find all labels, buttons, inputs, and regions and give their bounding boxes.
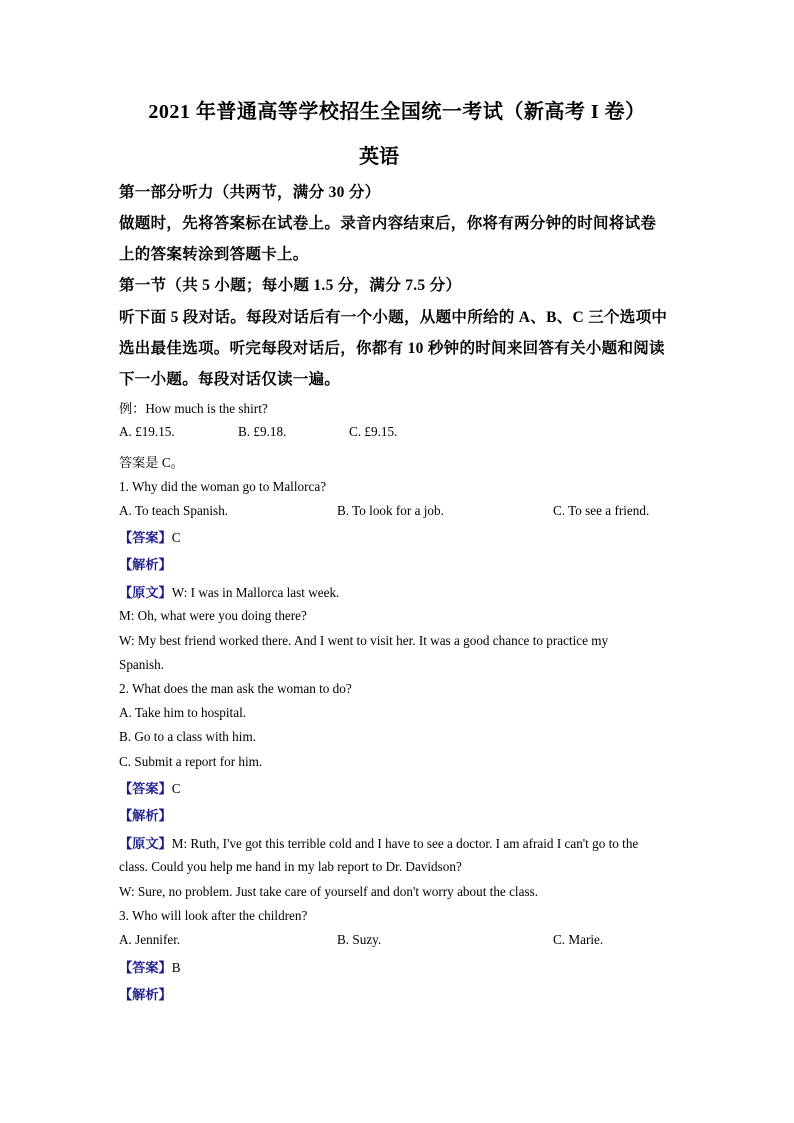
question-1: 1. Why did the woman go to Mallorca? <box>119 479 327 494</box>
example-options <box>119 424 719 440</box>
question-3-options <box>119 932 719 948</box>
question-1-options <box>119 503 719 519</box>
q1-answer-row <box>119 527 181 546</box>
section1-instruction-line: 下一小题。每段对话仅读一遍。 <box>119 371 341 388</box>
answer-tag: 【答案】 <box>119 960 172 975</box>
example-option-c: C. £9.15. <box>349 424 398 439</box>
original-tag: 【原文】 <box>119 585 172 600</box>
q3-option-b: B. Suzy. <box>337 932 382 947</box>
q3-analysis-row <box>119 984 172 1003</box>
q2-option-b: B. Go to a class with him. <box>119 729 256 744</box>
answer-tag: 【答案】 <box>119 530 172 545</box>
part1-heading: 第一部分听力（共两节，满分 30 分） <box>119 184 381 201</box>
q2-analysis-row <box>119 805 172 824</box>
q1-transcript-line: W: My best friend worked there. And I went to visit her. It was a good chance to practice my <box>119 633 609 648</box>
q3-answer-row <box>119 957 181 976</box>
example-option-a: A. £19.15. <box>119 424 175 439</box>
subject-title: 英语 <box>359 146 399 168</box>
example-option-b: B. £9.18. <box>238 424 287 439</box>
q1-analysis-row <box>119 554 172 573</box>
q1-transcript-row <box>119 582 339 601</box>
q2-answer: C <box>171 781 181 796</box>
q2-transcript-line: M: Ruth, I've got this terrible cold and I have to see a doctor. I am afraid I can't go to the <box>171 836 639 851</box>
analysis-tag: 【解析】 <box>119 557 172 572</box>
q1-transcript-line: M: Oh, what were you doing there? <box>119 608 307 623</box>
answer-tag: 【答案】 <box>119 781 172 796</box>
q1-option-a: A. To teach Spanish. <box>119 503 229 518</box>
analysis-tag: 【解析】 <box>119 808 172 823</box>
exam-title: 2021 年普通高等学校招生全国统一考试（新高考 I 卷） <box>148 101 646 123</box>
analysis-tag: 【解析】 <box>119 987 172 1002</box>
q2-option-c: C. Submit a report for him. <box>119 754 263 769</box>
example-question: 例：How much is the shirt? <box>119 401 268 416</box>
part1-instruction-line: 上的答案转涂到答题卡上。 <box>119 246 309 263</box>
section1-instruction-line: 选出最佳选项。听完每段对话后，你都有 10 秒钟的时间来回答有关小题和阅读 <box>119 340 665 357</box>
q3-option-a: A. Jennifer. <box>119 932 181 947</box>
original-tag: 【原文】 <box>119 836 172 851</box>
question-2: 2. What does the man ask the woman to do? <box>119 681 352 696</box>
q1-option-c: C. To see a friend. <box>553 503 650 518</box>
q1-answer: C <box>171 530 181 545</box>
q3-answer: B <box>171 960 181 975</box>
part1-instruction-line: 做题时，先将答案标在试卷上。录音内容结束后，你将有两分钟的时间将试卷 <box>119 215 657 232</box>
q3-option-c: C. Marie. <box>553 932 604 947</box>
q1-transcript-line: W: I was in Mallorca last week. <box>171 585 340 600</box>
section1-instruction-line: 听下面 5 段对话。每段对话后有一个小题，从题中所给的 A、B、C 三个选项中 <box>119 309 668 326</box>
q2-transcript-row <box>119 833 638 852</box>
question-3: 3. Who will look after the children? <box>119 908 308 923</box>
q2-transcript-line: W: Sure, no problem. Just take care of yourself and don't worry about the class. <box>119 884 539 899</box>
q1-transcript-line: Spanish. <box>119 657 165 672</box>
q2-answer-row <box>119 778 181 797</box>
example-answer: 答案是 C。 <box>119 455 184 470</box>
q2-option-a: A. Take him to hospital. <box>119 705 247 720</box>
section1-heading: 第一节（共 5 小题；每小题 1.5 分，满分 7.5 分） <box>119 277 462 294</box>
q1-option-b: B. To look for a job. <box>337 503 444 518</box>
q2-transcript-line: class. Could you help me hand in my lab report to Dr. Davidson? <box>119 859 462 874</box>
